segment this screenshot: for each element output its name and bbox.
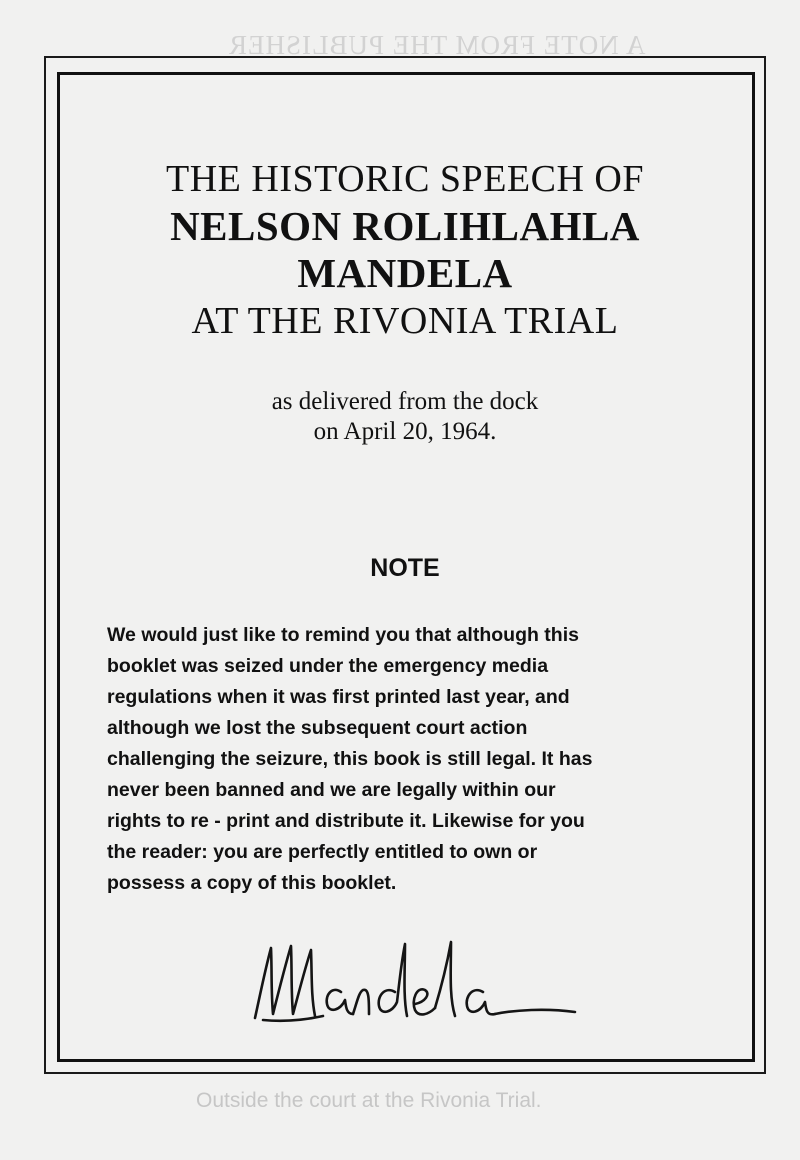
title-line-1: THE HISTORIC SPEECH OF <box>166 158 644 200</box>
title-line-4: AT THE RIVONIA TRIAL <box>191 300 619 342</box>
note-body <box>107 620 727 899</box>
delivered-line-1: as delivered from the dock <box>271 388 539 415</box>
note-line: although we lost the subsequent court action <box>107 717 528 739</box>
bleed-through-caption: Outside the court at the Rivonia Trial. <box>196 1089 542 1112</box>
bleed-through-heading: A NOTE FROM THE PUBLISHER <box>228 30 646 60</box>
note-line: never been banned and we are legally within our <box>107 779 556 801</box>
note-line: the reader: you are perfectly entitled to own or <box>107 841 538 863</box>
title-line-2: NELSON ROLIHLAHLA <box>170 203 640 249</box>
note-line: booklet was seized under the emergency media <box>107 655 549 677</box>
delivered-date-line: on April 20, 1964. <box>313 418 497 445</box>
note-line: challenging the seizure, this book is still legal. It has <box>107 748 593 770</box>
note-line: rights to re - print and distribute it. Likewise for you <box>107 810 585 832</box>
note-line: regulations when it was first printed last year, and <box>107 686 570 708</box>
mandela-signature-icon <box>245 930 615 1030</box>
note-line: We would just like to remind you that although this <box>107 624 579 646</box>
title-line-3: MANDELA <box>297 250 513 296</box>
note-heading: NOTE <box>370 554 440 582</box>
note-line: possess a copy of this booklet. <box>107 872 397 894</box>
